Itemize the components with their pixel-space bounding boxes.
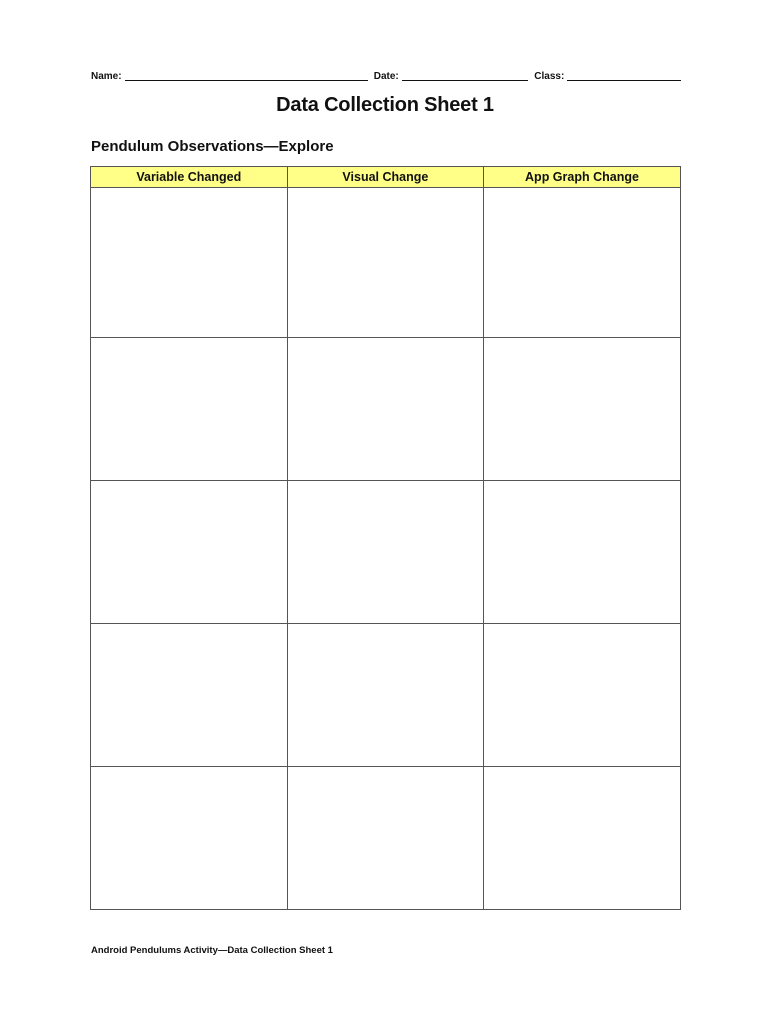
column-header-app-graph-change: App Graph Change bbox=[484, 167, 681, 188]
column-header-visual-change: Visual Change bbox=[287, 167, 484, 188]
section-heading: Pendulum Observations—Explore bbox=[91, 138, 334, 155]
page-footer: Android Pendulums Activity—Data Collection Sheet 1 bbox=[91, 945, 333, 956]
table-row bbox=[91, 624, 681, 767]
observations-table bbox=[90, 166, 681, 910]
class-blank-line bbox=[567, 70, 681, 81]
table-cell[interactable] bbox=[484, 188, 681, 338]
table-header-row bbox=[91, 167, 681, 188]
table-row bbox=[91, 188, 681, 338]
table-cell[interactable] bbox=[91, 188, 288, 338]
table-cell[interactable] bbox=[91, 767, 288, 910]
name-blank-line bbox=[125, 70, 368, 81]
table-cell[interactable] bbox=[91, 624, 288, 767]
table-cell[interactable] bbox=[91, 481, 288, 624]
name-label: Name: bbox=[91, 71, 122, 82]
table-row bbox=[91, 481, 681, 624]
table-cell[interactable] bbox=[287, 338, 484, 481]
table-cell[interactable] bbox=[484, 767, 681, 910]
date-label: Date: bbox=[373, 71, 399, 82]
table-cell[interactable] bbox=[287, 481, 484, 624]
table-cell[interactable] bbox=[91, 338, 288, 481]
table-cell[interactable] bbox=[287, 624, 484, 767]
table-cell[interactable] bbox=[484, 481, 681, 624]
column-header-variable-changed: Variable Changed bbox=[91, 167, 288, 188]
table-cell[interactable] bbox=[484, 338, 681, 481]
page-title: Data Collection Sheet 1 bbox=[276, 94, 494, 116]
class-label: Class: bbox=[534, 71, 565, 82]
table-row bbox=[91, 767, 681, 910]
table-cell[interactable] bbox=[287, 188, 484, 338]
table-row bbox=[91, 338, 681, 481]
date-blank-line bbox=[402, 70, 529, 81]
table-cell[interactable] bbox=[484, 624, 681, 767]
table-cell[interactable] bbox=[287, 767, 484, 910]
student-info-line bbox=[91, 66, 681, 82]
